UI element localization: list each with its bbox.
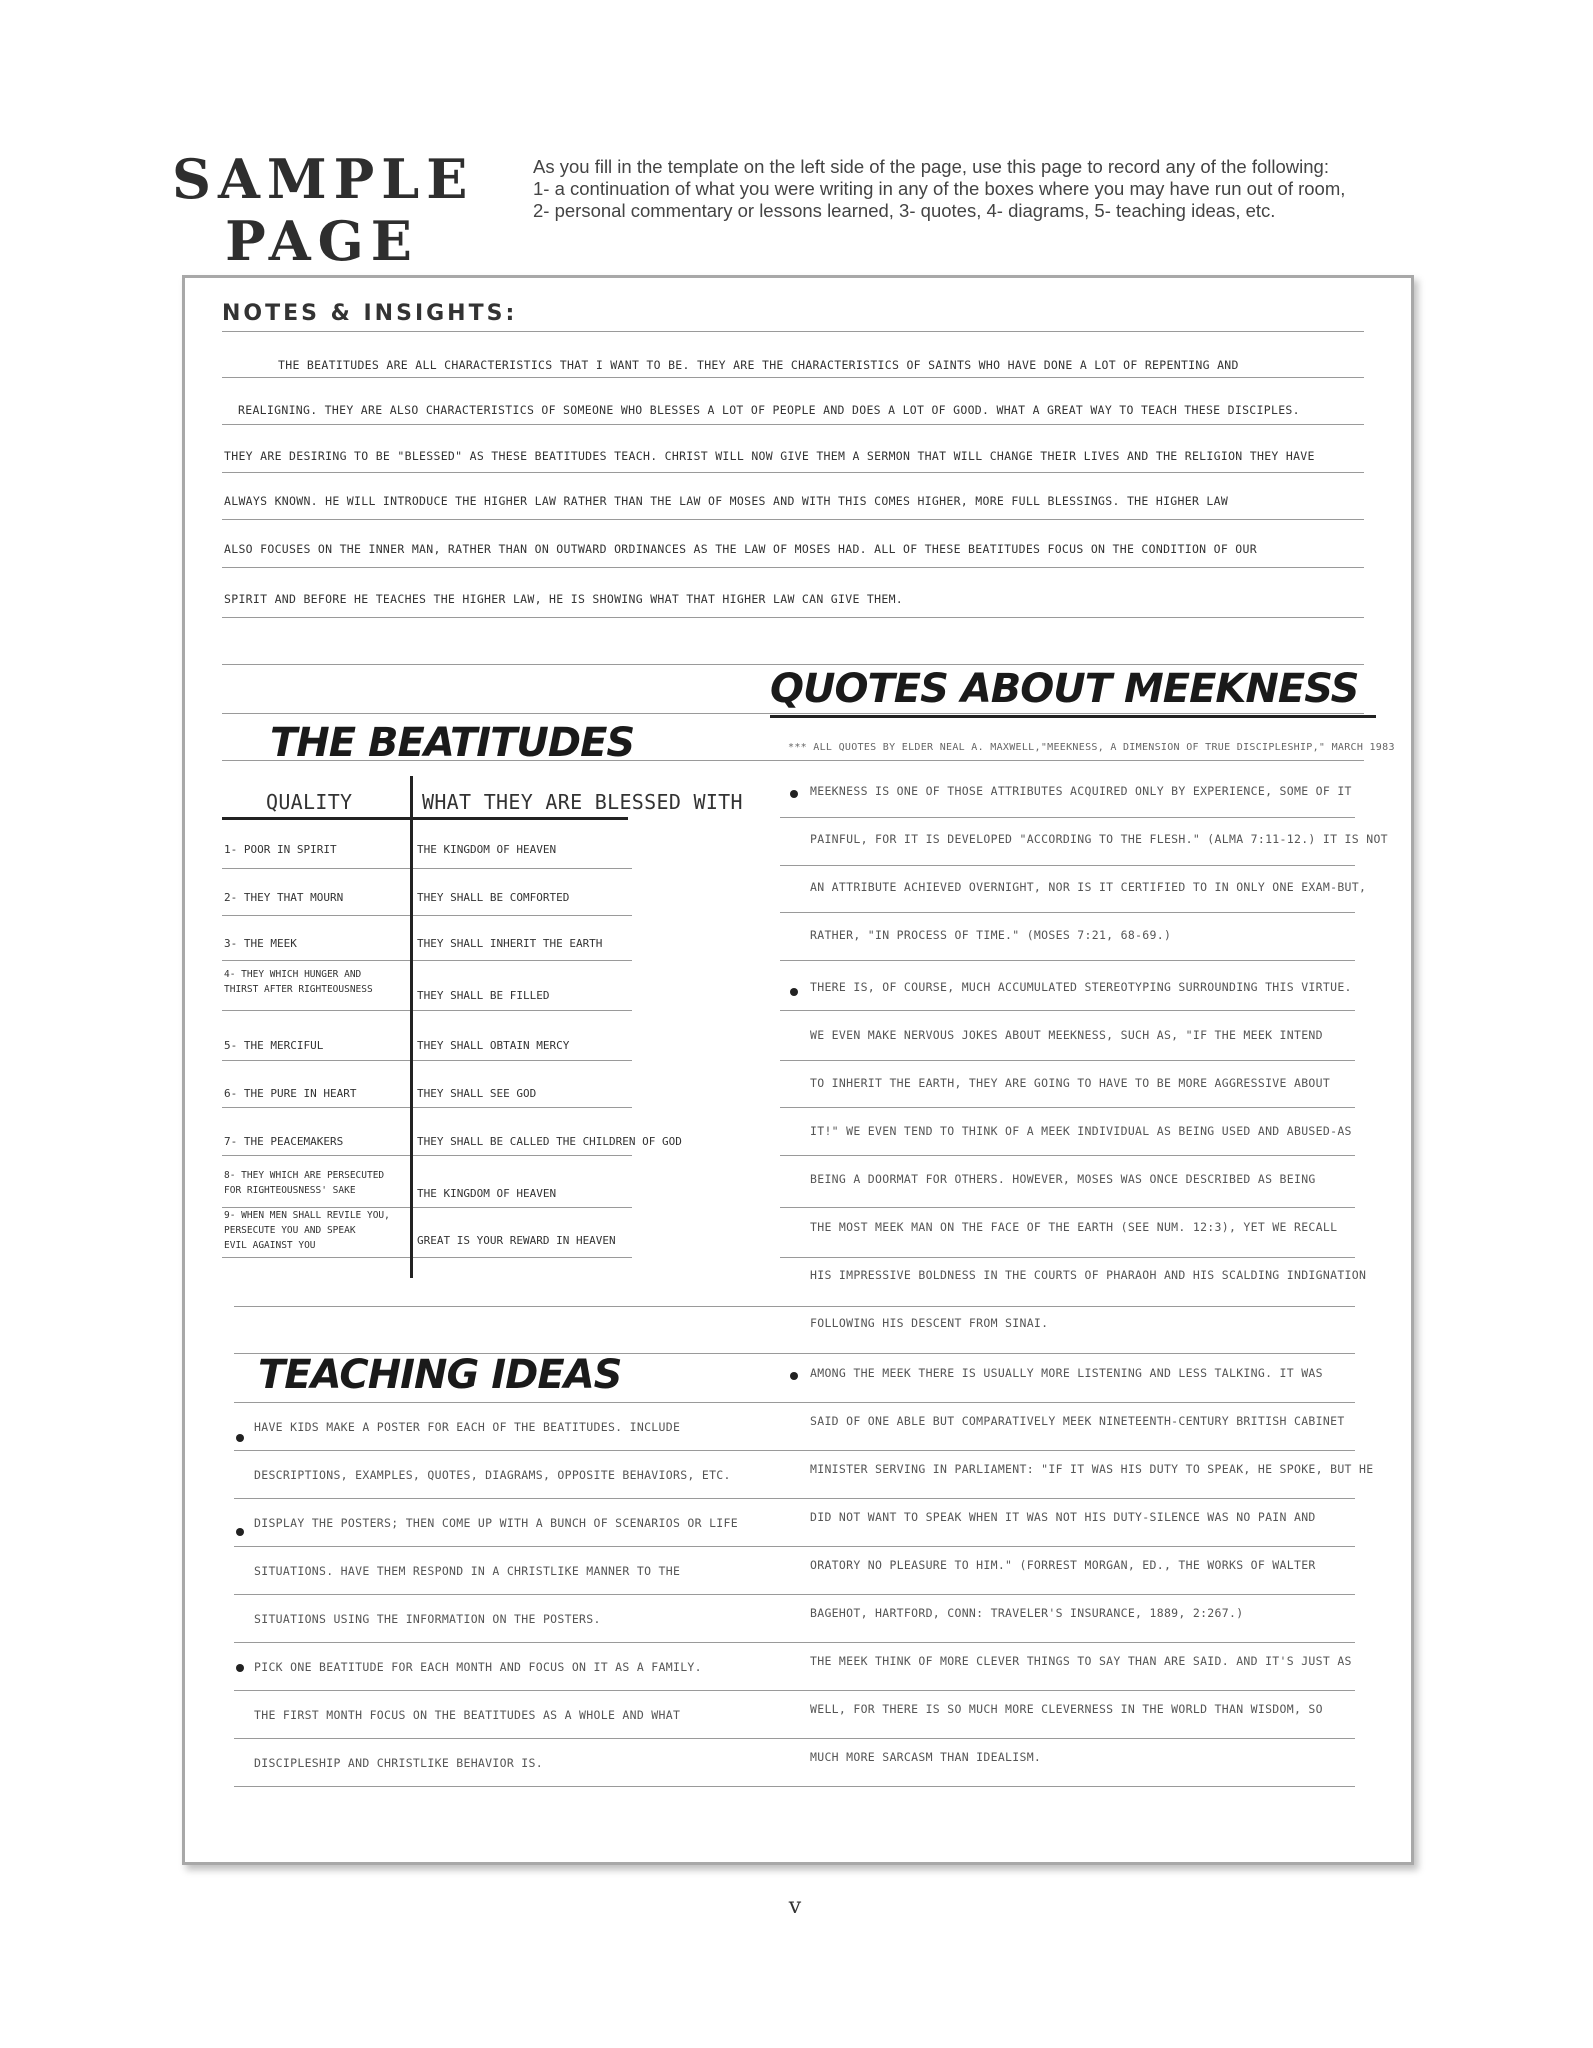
ruled-line [222, 617, 1364, 618]
quote-line: THE MEEK THINK OF MORE CLEVER THINGS TO SAY THAN ARE SAID. AND IT'S JUST AS [810, 1654, 1352, 1668]
quote-bullet [790, 790, 798, 798]
ruled-line [780, 912, 1355, 913]
ruled-line [780, 1060, 1355, 1061]
quote-line: HIS IMPRESSIVE BOLDNESS IN THE COURTS OF PHARAOH AND HIS SCALDING INDIGNATION [810, 1268, 1367, 1282]
beatitude-quality: 8- THEY WHICH ARE PERSECUTED [224, 1170, 385, 1181]
beatitude-quality: FOR RIGHTEOUSNESS' SAKE [224, 1185, 356, 1196]
ruled-line [234, 1450, 780, 1451]
table-header-rule [222, 817, 628, 820]
teaching-line: DISPLAY THE POSTERS; THEN COME UP WITH A BUNCH OF SCENARIOS OR LIFE [254, 1516, 738, 1530]
ruled-line [222, 664, 1364, 665]
quotes-source: *** ALL QUOTES BY ELDER NEAL A. MAXWELL,"MEEKNESS, A DIMENSION OF TRUE DISCIPLESHIP," MARCH 1983 [788, 742, 1395, 753]
blessing-column-header: WHAT THEY ARE BLESSED WITH [422, 790, 743, 814]
ruled-line [780, 1690, 1355, 1691]
ruled-line [780, 1207, 1355, 1208]
teaching-line: SITUATIONS USING THE INFORMATION ON THE POSTERS. [254, 1612, 601, 1626]
beatitude-quality: EVIL AGAINST YOU [224, 1240, 316, 1251]
ruled-line [222, 519, 1364, 520]
ruled-line [780, 1107, 1355, 1108]
notes-line: THE BEATITUDES ARE ALL CHARACTERISTICS THAT I WANT TO BE. THEY ARE THE CHARACTERISTICS OF SAINTS WHO HAVE DONE A LOT OF REPENTING AND [278, 358, 1239, 372]
quote-line: AN ATTRIBUTE ACHIEVED OVERNIGHT, NOR IS IT CERTIFIED TO IN ONLY ONE EXAM-BUT, [810, 880, 1367, 894]
ruled-line [780, 1594, 1355, 1595]
ruled-line [222, 424, 1364, 425]
quote-line: IT!" WE EVEN TEND TO THINK OF A MEEK INDIVIDUAL AS BEING USED AND ABUSED-AS [810, 1124, 1352, 1138]
beatitude-quality: 5- THE MERCIFUL [224, 1039, 324, 1052]
ruled-line [780, 960, 1355, 961]
instructions-line: As you fill in the template on the left side of the page, use this page to record any of the following: [533, 156, 1329, 177]
quote-line: ORATORY NO PLEASURE TO HIM." (FORREST MORGAN, ED., THE WORKS OF WALTER [810, 1558, 1316, 1572]
beatitude-quality: 1- POOR IN SPIRIT [224, 843, 337, 856]
table-column-divider [410, 776, 413, 1278]
quote-line: THE MOST MEEK MAN ON THE FACE OF THE EARTH (SEE NUM. 12:3), YET WE RECALL [810, 1220, 1338, 1234]
ruled-line [780, 1498, 1355, 1499]
title-line-2: PAGE [225, 209, 419, 273]
ruled-line [222, 960, 632, 961]
ruled-line [780, 1155, 1355, 1156]
quote-line: RATHER, "IN PROCESS OF TIME." (MOSES 7:21, 68-69.) [810, 928, 1172, 942]
teaching-line: PICK ONE BEATITUDE FOR EACH MONTH AND FOCUS ON IT AS A FAMILY. [254, 1660, 702, 1674]
ruled-line [234, 1402, 780, 1403]
beatitude-blessing: THEY SHALL OBTAIN MERCY [417, 1039, 570, 1052]
ruled-line [222, 1010, 632, 1011]
ruled-line [222, 567, 1364, 568]
quote-line: MINISTER SERVING IN PARLIAMENT: "IF IT WAS HIS DUTY TO SPEAK, HE SPOKE, BUT HE [810, 1462, 1374, 1476]
teaching-line: HAVE KIDS MAKE A POSTER FOR EACH OF THE BEATITUDES. INCLUDE [254, 1420, 681, 1434]
notes-line: REALIGNING. THEY ARE ALSO CHARACTERISTICS OF SOMEONE WHO BLESSES A LOT OF PEOPLE AND DOES A LOT OF GOOD. WHAT A GREAT WAY TO TEACH THESE DISCIPLES. [238, 403, 1300, 417]
ruled-line [780, 817, 1355, 818]
beatitude-blessing: THEY SHALL BE CALLED THE CHILDREN OF GOD [417, 1135, 682, 1148]
ruled-line [780, 1786, 1355, 1787]
quote-line: AMONG THE MEEK THERE IS USUALLY MORE LISTENING AND LESS TALKING. IT WAS [810, 1366, 1323, 1380]
beatitude-quality: 3- THE MEEK [224, 937, 297, 950]
quote-line: WE EVEN MAKE NERVOUS JOKES ABOUT MEEKNESS, SUCH AS, "IF THE MEEK INTEND [810, 1028, 1323, 1042]
quote-line: MUCH MORE SARCASM THAN IDEALISM. [810, 1750, 1042, 1764]
notes-line: THEY ARE DESIRING TO BE "BLESSED" AS THESE BEATITUDES TEACH. CHRIST WILL NOW GIVE THEM A SERMON THAT WILL CHANGE THEIR LIVES AND THE RELIGION THEY HAVE [224, 449, 1315, 463]
ruled-line [222, 713, 1364, 714]
ruled-line [234, 1786, 780, 1787]
beatitude-quality: THIRST AFTER RIGHTEOUSNESS [224, 984, 373, 995]
instructions-text [533, 156, 1553, 222]
notes-heading: NOTES & INSIGHTS: [222, 301, 518, 326]
ruled-line [780, 1402, 1355, 1403]
ruled-line [234, 1594, 780, 1595]
teaching-line: THE FIRST MONTH FOCUS ON THE BEATITUDES AS A WHOLE AND WHAT [254, 1708, 681, 1722]
quote-line: TO INHERIT THE EARTH, THEY ARE GOING TO HAVE TO BE MORE AGGRESSIVE ABOUT [810, 1076, 1331, 1090]
ruled-line [222, 868, 632, 869]
title-line-1: SAMPLE [172, 147, 475, 211]
ruled-line [234, 1642, 780, 1643]
ruled-line [780, 1642, 1355, 1643]
teaching-line: SITUATIONS. HAVE THEM RESPOND IN A CHRISTLIKE MANNER TO THE [254, 1564, 681, 1578]
ruled-line [780, 1353, 1355, 1354]
teaching-bullet [236, 1434, 244, 1442]
teaching-line: DESCRIPTIONS, EXAMPLES, QUOTES, DIAGRAMS, OPPOSITE BEHAVIORS, ETC. [254, 1468, 731, 1482]
notes-line: ALSO FOCUSES ON THE INNER MAN, RATHER THAN ON OUTWARD ORDINANCES AS THE LAW OF MOSES HAD. ALL OF THESE BEATITUDES FOCUS ON THE CONDITION OF OUR [224, 542, 1257, 556]
notes-line: ALWAYS KNOWN. HE WILL INTRODUCE THE HIGHER LAW RATHER THAN THE LAW OF MOSES AND WITH THIS COMES HIGHER, MORE FULL BLESSINGS. THE HIGHER LAW [224, 494, 1229, 508]
ruled-line [222, 1060, 632, 1061]
beatitude-quality: 6- THE PURE IN HEART [224, 1087, 357, 1100]
beatitude-blessing: THEY SHALL SEE GOD [417, 1087, 537, 1100]
instructions-line: 2- personal commentary or lessons learned, 3- quotes, 4- diagrams, 5- teaching ideas, etc. [533, 200, 1276, 221]
quotes-heading: QUOTES ABOUT MEEKNESS [770, 666, 1359, 712]
quality-column-header: QUALITY [266, 790, 353, 814]
instructions-line: 1- a continuation of what you were writing in any of the boxes where you may have run out of room, [533, 178, 1346, 199]
ruled-line [780, 1257, 1355, 1258]
ruled-line [222, 1257, 632, 1258]
beatitude-blessing: THEY SHALL INHERIT THE EARTH [417, 937, 603, 950]
ruled-line [780, 1738, 1355, 1739]
teaching-line: DISCIPLESHIP AND CHRISTLIKE BEHAVIOR IS. [254, 1756, 543, 1770]
beatitude-blessing: THE KINGDOM OF HEAVEN [417, 843, 557, 856]
quote-line: WELL, FOR THERE IS SO MUCH MORE CLEVERNESS IN THE WORLD THAN WISDOM, SO [810, 1702, 1323, 1716]
quote-line: MEEKNESS IS ONE OF THOSE ATTRIBUTES ACQUIRED ONLY BY EXPERIENCE, SOME OF IT [810, 784, 1352, 798]
beatitude-blessing: THEY SHALL BE COMFORTED [417, 891, 570, 904]
beatitude-quality: 7- THE PEACEMAKERS [224, 1135, 344, 1148]
beatitude-quality: PERSECUTE YOU AND SPEAK [224, 1225, 356, 1236]
teaching-bullet [236, 1528, 244, 1536]
sample-page-title [172, 147, 475, 273]
beatitude-quality: 9- WHEN MEN SHALL REVILE YOU, [224, 1210, 390, 1221]
ruled-line [234, 1546, 780, 1547]
quote-bullet [790, 1372, 798, 1380]
ruled-line [222, 377, 1364, 378]
beatitude-blessing: GREAT IS YOUR REWARD IN HEAVEN [417, 1234, 616, 1247]
ruled-line [222, 915, 632, 916]
beatitude-quality: 2- THEY THAT MOURN [224, 891, 344, 904]
notes-frame [182, 275, 1414, 1865]
beatitudes-heading: THE BEATITUDES [270, 720, 635, 766]
quotes-heading-underline [770, 715, 1376, 718]
quote-line: DID NOT WANT TO SPEAK WHEN IT WAS NOT HIS DUTY-SILENCE WAS NO PAIN AND [810, 1510, 1316, 1524]
ruled-line [222, 331, 1364, 332]
quote-line: THERE IS, OF COURSE, MUCH ACCUMULATED STEREOTYPING SURROUNDING THIS VIRTUE. [810, 980, 1352, 994]
ruled-line [780, 865, 1355, 866]
quote-line: PAINFUL, FOR IT IS DEVELOPED "ACCORDING TO THE FLESH." (ALMA 7:11-12.) IT IS NOT [810, 832, 1388, 846]
ruled-line [234, 1498, 780, 1499]
quote-line: BAGEHOT, HARTFORD, CONN: TRAVELER'S INSURANCE, 1889, 2:267.) [810, 1606, 1244, 1620]
quote-line: SAID OF ONE ABLE BUT COMPARATIVELY MEEK NINETEENTH-CENTURY BRITISH CABINET [810, 1414, 1345, 1428]
teaching-ideas-heading: TEACHING IDEAS [258, 1352, 622, 1398]
beatitude-blessing: THE KINGDOM OF HEAVEN [417, 1187, 557, 1200]
ruled-line [234, 1690, 780, 1691]
page-number: v [788, 1894, 802, 1919]
quote-bullet [790, 988, 798, 996]
ruled-line [780, 1450, 1355, 1451]
notes-line: SPIRIT AND BEFORE HE TEACHES THE HIGHER LAW, HE IS SHOWING WHAT THAT HIGHER LAW CAN GIVE THEM. [224, 592, 904, 606]
ruled-line [780, 1306, 1355, 1307]
quote-line: FOLLOWING HIS DESCENT FROM SINAI. [810, 1316, 1049, 1330]
quote-line: BEING A DOORMAT FOR OTHERS. HOWEVER, MOSES WAS ONCE DESCRIBED AS BEING [810, 1172, 1316, 1186]
ruled-line [780, 1010, 1355, 1011]
beatitude-blessing: THEY SHALL BE FILLED [417, 989, 550, 1002]
ruled-line [222, 472, 1364, 473]
ruled-line [222, 1155, 632, 1156]
ruled-line [234, 1306, 780, 1307]
ruled-line [234, 1738, 780, 1739]
beatitude-quality: 4- THEY WHICH HUNGER AND [224, 969, 362, 980]
teaching-bullet [236, 1664, 244, 1672]
ruled-line [222, 1107, 632, 1108]
ruled-line [780, 1546, 1355, 1547]
